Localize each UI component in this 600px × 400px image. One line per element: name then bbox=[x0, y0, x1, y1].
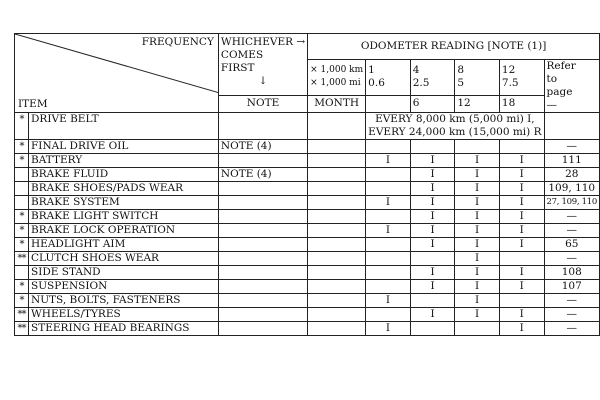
item-name: BRAKE LOCK OPERATION bbox=[29, 224, 219, 238]
row-page: 111 bbox=[544, 154, 600, 168]
interval-cell-4: I bbox=[499, 154, 544, 168]
row-month bbox=[308, 266, 366, 280]
item-name: CLUTCH SHOES WEAR bbox=[29, 252, 219, 266]
interval-cell-2: I bbox=[410, 266, 455, 280]
row-mark: * bbox=[15, 140, 29, 154]
row-mark: * bbox=[15, 294, 29, 308]
interval-cell-1: I bbox=[366, 322, 411, 336]
table-row bbox=[15, 224, 600, 238]
interval-cell-1 bbox=[366, 266, 411, 280]
row-page bbox=[544, 113, 600, 140]
row-note bbox=[218, 280, 307, 294]
km-unit-label: × 1,000 km × 1,000 mi bbox=[308, 60, 366, 96]
interval-cell-2: I bbox=[410, 168, 455, 182]
interval-cell-4: I bbox=[499, 224, 544, 238]
item-name: BRAKE LIGHT SWITCH bbox=[29, 210, 219, 224]
row-mark: * bbox=[15, 280, 29, 294]
interval-cell-3: I bbox=[455, 224, 500, 238]
interval-cell-3 bbox=[455, 322, 500, 336]
row-mark: * bbox=[15, 210, 29, 224]
row-mark bbox=[15, 168, 29, 182]
item-name: BRAKE SHOES/PADS WEAR bbox=[29, 182, 219, 196]
row-month bbox=[308, 224, 366, 238]
row-month bbox=[308, 113, 366, 140]
row-page: — bbox=[544, 308, 600, 322]
row-mark: * bbox=[15, 224, 29, 238]
row-month bbox=[308, 154, 366, 168]
interval-cell-4: I bbox=[499, 196, 544, 210]
row-mark: ** bbox=[15, 252, 29, 266]
maintenance-schedule bbox=[14, 33, 600, 336]
interval-cell-4: I bbox=[499, 238, 544, 252]
interval-cell-3: I bbox=[455, 238, 500, 252]
row-page: 28 bbox=[544, 168, 600, 182]
row-mark bbox=[15, 266, 29, 280]
table-row bbox=[15, 182, 600, 196]
interval-cell-3: I bbox=[455, 210, 500, 224]
row-note bbox=[218, 294, 307, 308]
row-month bbox=[308, 280, 366, 294]
note-header: NOTE bbox=[218, 95, 307, 112]
interval-col-2: 4 2.5 bbox=[410, 60, 455, 96]
table-row bbox=[15, 280, 600, 294]
interval-cell-3: I bbox=[455, 252, 500, 266]
interval-cell-4: I bbox=[499, 182, 544, 196]
interval-cell-3: I bbox=[455, 308, 500, 322]
row-mark: ** bbox=[15, 322, 29, 336]
row-month bbox=[308, 196, 366, 210]
row-page: 107 bbox=[544, 280, 600, 294]
interval-col-3: 8 5 bbox=[455, 60, 500, 96]
row-note bbox=[218, 196, 307, 210]
interval-cell-4: I bbox=[499, 210, 544, 224]
interval-cell-2: I bbox=[410, 154, 455, 168]
interval-cell-1 bbox=[366, 168, 411, 182]
row-page: 65 bbox=[544, 238, 600, 252]
interval-cell-2 bbox=[410, 294, 455, 308]
table-row bbox=[15, 294, 600, 308]
row-page: — bbox=[544, 140, 600, 154]
interval-cell-4 bbox=[499, 294, 544, 308]
item-name: WHEELS/TYRES bbox=[29, 308, 219, 322]
table-row bbox=[15, 196, 600, 210]
table-row bbox=[15, 168, 600, 182]
drive-belt-interval: EVERY 8,000 km (5,000 mi) I, EVERY 24,000 km (15,000 mi) R bbox=[366, 113, 544, 140]
interval-cell-2 bbox=[410, 252, 455, 266]
interval-cell-2: I bbox=[410, 280, 455, 294]
row-month bbox=[308, 238, 366, 252]
item-name: NUTS, BOLTS, FASTENERS bbox=[29, 294, 219, 308]
row-note: NOTE (4) bbox=[218, 140, 307, 154]
row-month bbox=[308, 322, 366, 336]
interval-cell-2: I bbox=[410, 308, 455, 322]
month-header: MONTH bbox=[308, 95, 366, 112]
row-note bbox=[218, 238, 307, 252]
row-mark bbox=[15, 196, 29, 210]
table-row bbox=[15, 113, 600, 140]
row-month bbox=[308, 294, 366, 308]
interval-cell-3: I bbox=[455, 154, 500, 168]
item-name: BRAKE FLUID bbox=[29, 168, 219, 182]
row-mark: * bbox=[15, 113, 29, 140]
item-name: HEADLIGHT AIM bbox=[29, 238, 219, 252]
row-note bbox=[218, 182, 307, 196]
row-month bbox=[308, 140, 366, 154]
row-month bbox=[308, 168, 366, 182]
row-page: — bbox=[544, 252, 600, 266]
interval-cell-2 bbox=[410, 322, 455, 336]
row-page: 27, 109, 110 bbox=[544, 196, 600, 210]
interval-cell-1 bbox=[366, 210, 411, 224]
row-note bbox=[218, 308, 307, 322]
item-name: BRAKE SYSTEM bbox=[29, 196, 219, 210]
row-month bbox=[308, 182, 366, 196]
interval-cell-4 bbox=[499, 140, 544, 154]
interval-cell-2 bbox=[410, 140, 455, 154]
odometer-header: ODOMETER READING [NOTE (1)] bbox=[308, 34, 600, 60]
refer-to-page-header: Refer to page — bbox=[544, 60, 600, 113]
table-row bbox=[15, 210, 600, 224]
interval-cell-1: I bbox=[366, 294, 411, 308]
interval-cell-1 bbox=[366, 238, 411, 252]
table-row bbox=[15, 308, 600, 322]
row-mark: * bbox=[15, 154, 29, 168]
interval-cell-4 bbox=[499, 252, 544, 266]
interval-cell-3: I bbox=[455, 294, 500, 308]
interval-cell-3 bbox=[455, 140, 500, 154]
row-note bbox=[218, 252, 307, 266]
item-name: DRIVE BELT bbox=[29, 113, 219, 140]
interval-col-1: 1 0.6 bbox=[366, 60, 411, 96]
row-page: 109, 110 bbox=[544, 182, 600, 196]
interval-cell-1: I bbox=[366, 154, 411, 168]
interval-cell-4: I bbox=[499, 308, 544, 322]
item-name: SUSPENSION bbox=[29, 280, 219, 294]
row-mark: * bbox=[15, 238, 29, 252]
frequency-label: FREQUENCY bbox=[141, 36, 214, 48]
table-row bbox=[15, 322, 600, 336]
interval-cell-3: I bbox=[455, 182, 500, 196]
item-name: FINAL DRIVE OIL bbox=[29, 140, 219, 154]
table-row bbox=[15, 238, 600, 252]
table-row bbox=[15, 154, 600, 168]
interval-cell-2: I bbox=[410, 238, 455, 252]
interval-cell-3: I bbox=[455, 280, 500, 294]
interval-cell-1: I bbox=[366, 196, 411, 210]
month-col-4: 18 bbox=[499, 95, 544, 112]
month-col-2: 6 bbox=[410, 95, 455, 112]
row-page: — bbox=[544, 210, 600, 224]
whichever-comes-first-header: WHICHEVER → COMES FIRST ↓ bbox=[218, 34, 307, 96]
interval-cell-1 bbox=[366, 182, 411, 196]
interval-cell-4: I bbox=[499, 322, 544, 336]
month-col-1 bbox=[366, 95, 411, 112]
row-note bbox=[218, 322, 307, 336]
item-name: SIDE STAND bbox=[29, 266, 219, 280]
row-note bbox=[218, 154, 307, 168]
item-name: BATTERY bbox=[29, 154, 219, 168]
interval-col-4: 12 7.5 bbox=[499, 60, 544, 96]
interval-cell-3: I bbox=[455, 266, 500, 280]
row-note bbox=[218, 113, 307, 140]
item-label: ITEM bbox=[18, 98, 48, 110]
month-col-3: 12 bbox=[455, 95, 500, 112]
interval-cell-2: I bbox=[410, 182, 455, 196]
interval-cell-2: I bbox=[410, 224, 455, 238]
interval-cell-1 bbox=[366, 140, 411, 154]
interval-cell-1: I bbox=[366, 224, 411, 238]
interval-cell-3: I bbox=[455, 196, 500, 210]
row-note bbox=[218, 210, 307, 224]
frequency-item-header bbox=[15, 34, 219, 113]
interval-cell-2: I bbox=[410, 210, 455, 224]
interval-cell-3: I bbox=[455, 168, 500, 182]
row-page: — bbox=[544, 322, 600, 336]
row-note bbox=[218, 224, 307, 238]
row-page: — bbox=[544, 294, 600, 308]
row-month bbox=[308, 308, 366, 322]
row-note bbox=[218, 266, 307, 280]
table-row bbox=[15, 140, 600, 154]
interval-cell-4: I bbox=[499, 280, 544, 294]
row-mark: ** bbox=[15, 308, 29, 322]
table-row bbox=[15, 252, 600, 266]
interval-cell-2: I bbox=[410, 196, 455, 210]
item-name: STEERING HEAD BEARINGS bbox=[29, 322, 219, 336]
interval-cell-4: I bbox=[499, 266, 544, 280]
row-page: — bbox=[544, 224, 600, 238]
row-mark bbox=[15, 182, 29, 196]
maintenance-table bbox=[14, 33, 600, 336]
interval-cell-4: I bbox=[499, 168, 544, 182]
row-page: 108 bbox=[544, 266, 600, 280]
table-row bbox=[15, 266, 600, 280]
interval-cell-1 bbox=[366, 308, 411, 322]
row-note: NOTE (4) bbox=[218, 168, 307, 182]
row-month bbox=[308, 252, 366, 266]
interval-cell-1 bbox=[366, 280, 411, 294]
interval-cell-1 bbox=[366, 252, 411, 266]
row-month bbox=[308, 210, 366, 224]
